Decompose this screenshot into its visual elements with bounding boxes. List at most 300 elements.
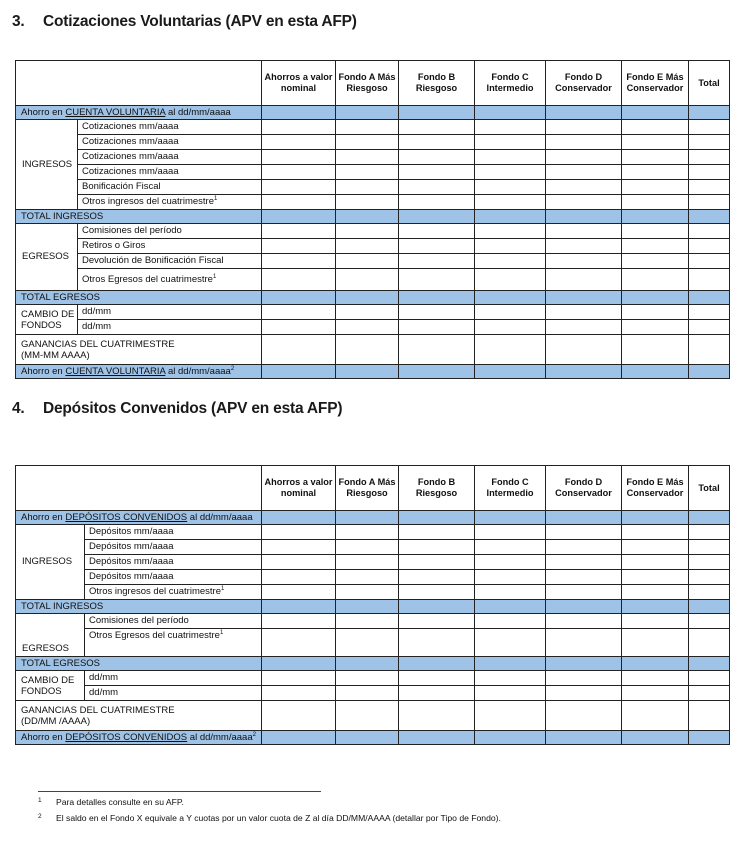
table-row [16, 195, 730, 210]
value-cell [546, 657, 622, 671]
total-egresos-row [16, 291, 730, 305]
value-cell [689, 701, 730, 731]
value-cell [475, 671, 546, 686]
value-cell [336, 511, 399, 525]
egreso-item: Retiros o Giros [78, 239, 262, 254]
value-cell [689, 570, 730, 585]
value-cell [689, 540, 730, 555]
value-cell [546, 540, 622, 555]
value-cell [475, 305, 546, 320]
col-fondo-b: Fondo B Riesgoso [399, 466, 475, 511]
value-cell [336, 106, 399, 120]
table-row [16, 305, 730, 320]
value-cell [622, 305, 689, 320]
value-cell [622, 671, 689, 686]
value-cell [262, 671, 336, 686]
cambio-fondos-label: CAMBIO DE FONDOS [16, 305, 78, 335]
value-cell [336, 254, 399, 269]
value-cell [689, 135, 730, 150]
cambio-item: dd/mm [78, 305, 262, 320]
ganancias-row [16, 701, 730, 731]
header-blank [16, 61, 262, 106]
value-cell [689, 585, 730, 600]
value-cell [475, 106, 546, 120]
value-cell [399, 600, 475, 614]
value-cell [622, 629, 689, 657]
value-cell [336, 600, 399, 614]
value-cell [622, 135, 689, 150]
col-total: Total [689, 61, 730, 106]
total-egresos-label: TOTAL EGRESOS [16, 291, 262, 305]
value-cell [546, 320, 622, 335]
ingreso-item: Cotizaciones mm/aaaa [78, 150, 262, 165]
col-fondo-a: Fondo A Más Riesgoso [336, 466, 399, 511]
value-cell [399, 525, 475, 540]
value-cell [546, 555, 622, 570]
table-row [16, 629, 730, 657]
value-cell [475, 540, 546, 555]
col-fondo-e: Fondo E Más Conservador [622, 61, 689, 106]
value-cell [546, 224, 622, 239]
value-cell [262, 269, 336, 291]
value-cell [262, 600, 336, 614]
value-cell [622, 701, 689, 731]
value-cell [475, 120, 546, 135]
value-cell [399, 686, 475, 701]
section-3-table [15, 60, 729, 379]
value-cell [399, 180, 475, 195]
value-cell [689, 335, 730, 365]
value-cell [399, 239, 475, 254]
value-cell [689, 269, 730, 291]
value-cell [399, 150, 475, 165]
value-cell [336, 555, 399, 570]
value-cell [546, 511, 622, 525]
table-row [16, 686, 730, 701]
value-cell [262, 511, 336, 525]
value-cell [262, 585, 336, 600]
ingreso-item-otros: Otros ingresos del cuatrimestre$^1$ [85, 585, 262, 600]
value-cell [475, 365, 546, 379]
value-cell [689, 629, 730, 657]
value-cell [475, 555, 546, 570]
value-cell [475, 525, 546, 540]
value-cell [546, 254, 622, 269]
value-cell [399, 731, 475, 745]
value-cell [262, 120, 336, 135]
table-row [16, 254, 730, 269]
egresos-label: EGRESOS [16, 614, 85, 657]
value-cell [262, 195, 336, 210]
value-cell [622, 210, 689, 224]
value-cell [622, 525, 689, 540]
col-total: Total [689, 466, 730, 511]
table-row [16, 540, 730, 555]
value-cell [262, 555, 336, 570]
value-cell [622, 600, 689, 614]
value-cell [546, 210, 622, 224]
col-fondo-c: Fondo C Intermedio [475, 61, 546, 106]
value-cell [475, 614, 546, 629]
value-cell [399, 195, 475, 210]
value-cell [262, 291, 336, 305]
value-cell [336, 525, 399, 540]
col-ahorros-nominal: Ahorros a valor nominal [262, 466, 336, 511]
ingreso-item: Depósitos mm/aaaa [85, 570, 262, 585]
value-cell [622, 269, 689, 291]
value-cell [475, 210, 546, 224]
value-cell [546, 570, 622, 585]
closing-balance-row [16, 731, 730, 745]
value-cell [399, 106, 475, 120]
total-ingresos-row [16, 600, 730, 614]
value-cell [399, 555, 475, 570]
value-cell [262, 320, 336, 335]
value-cell [689, 525, 730, 540]
cambio-item: dd/mm [85, 671, 262, 686]
value-cell [399, 120, 475, 135]
value-cell [546, 120, 622, 135]
value-cell [336, 269, 399, 291]
header-row [16, 61, 730, 106]
value-cell [622, 657, 689, 671]
cambio-item: dd/mm [78, 320, 262, 335]
table-row [16, 224, 730, 239]
section-3-title: 3. Cotizaciones Voluntarias (APV en esta AFP) [12, 13, 357, 30]
value-cell [336, 657, 399, 671]
col-fondo-b: Fondo B Riesgoso [399, 61, 475, 106]
value-cell [336, 614, 399, 629]
footnote-1: 1 Para detalles consulte en su AFP. [38, 797, 184, 807]
value-cell [546, 269, 622, 291]
ingreso-item-otros: Otros ingresos del cuatrimestre$^1$ [78, 195, 262, 210]
value-cell [622, 731, 689, 745]
ingreso-item: Cotizaciones mm/aaaa [78, 135, 262, 150]
value-cell [336, 224, 399, 239]
value-cell [622, 614, 689, 629]
value-cell [475, 511, 546, 525]
value-cell [622, 686, 689, 701]
value-cell [262, 570, 336, 585]
value-cell [689, 254, 730, 269]
value-cell [399, 365, 475, 379]
value-cell [546, 180, 622, 195]
value-cell [399, 657, 475, 671]
value-cell [399, 135, 475, 150]
value-cell [622, 335, 689, 365]
value-cell [689, 731, 730, 745]
value-cell [546, 150, 622, 165]
opening-balance-label: Ahorro en DEPÓSITOS CONVENIDOS al dd/mm/aaaa [16, 511, 262, 525]
value-cell [399, 254, 475, 269]
value-cell [336, 335, 399, 365]
value-cell [546, 701, 622, 731]
value-cell [336, 120, 399, 135]
value-cell [546, 305, 622, 320]
value-cell [546, 195, 622, 210]
egresos-label: EGRESOS [16, 224, 78, 291]
value-cell [689, 365, 730, 379]
value-cell [622, 365, 689, 379]
footnote-2: 2 El saldo en el Fondo X equivale a Y cuotas por un valor cuota de Z al día DD/MM/AAAA (detallar por Tipo de Fondo). [38, 813, 501, 823]
value-cell [262, 614, 336, 629]
section-3-number: 3. [12, 13, 25, 30]
value-cell [475, 254, 546, 269]
value-cell [689, 555, 730, 570]
value-cell [475, 600, 546, 614]
value-cell [336, 210, 399, 224]
table-row [16, 525, 730, 540]
value-cell [546, 135, 622, 150]
value-cell [689, 511, 730, 525]
value-cell [475, 239, 546, 254]
value-cell [689, 657, 730, 671]
table-row [16, 614, 730, 629]
table-row [16, 555, 730, 570]
total-egresos-label: TOTAL EGRESOS [16, 657, 262, 671]
value-cell [689, 291, 730, 305]
value-cell [475, 320, 546, 335]
value-cell [546, 335, 622, 365]
value-cell [262, 686, 336, 701]
col-fondo-c: Fondo C Intermedio [475, 466, 546, 511]
value-cell [475, 135, 546, 150]
value-cell [622, 106, 689, 120]
value-cell [689, 600, 730, 614]
value-cell [622, 195, 689, 210]
ingreso-item: Cotizaciones mm/aaaa [78, 120, 262, 135]
ingreso-item: Depósitos mm/aaaa [85, 555, 262, 570]
value-cell [689, 614, 730, 629]
value-cell [336, 291, 399, 305]
value-cell [622, 320, 689, 335]
total-ingresos-label: TOTAL INGRESOS [16, 600, 262, 614]
value-cell [336, 540, 399, 555]
closing-balance-label: Ahorro en DEPÓSITOS CONVENIDOS al dd/mm/aaaa$^2$ [16, 731, 262, 745]
value-cell [622, 511, 689, 525]
value-cell [336, 731, 399, 745]
table-row [16, 269, 730, 291]
value-cell [546, 600, 622, 614]
value-cell [622, 165, 689, 180]
value-cell [689, 106, 730, 120]
value-cell [689, 239, 730, 254]
value-cell [622, 291, 689, 305]
value-cell [399, 629, 475, 657]
closing-balance-label: Ahorro en CUENTA VOLUNTARIA al dd/mm/aaaa$^2$ [16, 365, 262, 379]
value-cell [399, 511, 475, 525]
value-cell [475, 224, 546, 239]
value-cell [475, 180, 546, 195]
header-row [16, 466, 730, 511]
egreso-item-otros: Otros Egresos del cuatrimestre$^1$ [85, 629, 262, 657]
value-cell [689, 120, 730, 135]
value-cell [622, 540, 689, 555]
value-cell [336, 305, 399, 320]
value-cell [689, 210, 730, 224]
value-cell [336, 320, 399, 335]
value-cell [336, 671, 399, 686]
value-cell [622, 180, 689, 195]
value-cell [689, 305, 730, 320]
value-cell [262, 135, 336, 150]
value-cell [399, 671, 475, 686]
cambio-fondos-label: CAMBIO DE FONDOS [16, 671, 85, 701]
value-cell [336, 585, 399, 600]
value-cell [622, 224, 689, 239]
value-cell [689, 150, 730, 165]
value-cell [475, 570, 546, 585]
value-cell [399, 701, 475, 731]
table-row [16, 671, 730, 686]
value-cell [689, 671, 730, 686]
egreso-item-otros: Otros Egresos del cuatrimestre$^1$ [78, 269, 262, 291]
value-cell [546, 686, 622, 701]
value-cell [399, 224, 475, 239]
value-cell [689, 165, 730, 180]
value-cell [399, 585, 475, 600]
value-cell [336, 180, 399, 195]
ingresos-label: INGRESOS [16, 525, 85, 600]
section-4-table [15, 465, 729, 745]
value-cell [399, 305, 475, 320]
egreso-item: Comisiones del período [85, 614, 262, 629]
egreso-item: Comisiones del período [78, 224, 262, 239]
value-cell [546, 525, 622, 540]
value-cell [336, 239, 399, 254]
value-cell [475, 195, 546, 210]
col-fondo-a: Fondo A Más Riesgoso [336, 61, 399, 106]
value-cell [399, 269, 475, 291]
value-cell [262, 150, 336, 165]
total-ingresos-row [16, 210, 730, 224]
value-cell [475, 585, 546, 600]
value-cell [475, 701, 546, 731]
value-cell [622, 150, 689, 165]
value-cell [262, 305, 336, 320]
value-cell [622, 570, 689, 585]
value-cell [546, 165, 622, 180]
value-cell [475, 686, 546, 701]
value-cell [689, 686, 730, 701]
cambio-item: dd/mm [85, 686, 262, 701]
opening-balance-row [16, 511, 730, 525]
value-cell [262, 657, 336, 671]
value-cell [622, 585, 689, 600]
ingreso-item: Depósitos mm/aaaa [85, 540, 262, 555]
value-cell [262, 701, 336, 731]
table-row [16, 239, 730, 254]
value-cell [399, 291, 475, 305]
value-cell [336, 686, 399, 701]
table-row [16, 135, 730, 150]
value-cell [546, 365, 622, 379]
value-cell [475, 731, 546, 745]
value-cell [475, 150, 546, 165]
section-4-title: 4. Depósitos Convenidos (APV en esta AFP) [12, 400, 343, 417]
value-cell [262, 731, 336, 745]
value-cell [622, 239, 689, 254]
value-cell [262, 254, 336, 269]
value-cell [475, 629, 546, 657]
value-cell [262, 335, 336, 365]
value-cell [546, 585, 622, 600]
egreso-item: Devolución de Bonificación Fiscal [78, 254, 262, 269]
value-cell [546, 291, 622, 305]
col-fondo-e: Fondo E Más Conservador [622, 466, 689, 511]
value-cell [336, 570, 399, 585]
table-row [16, 120, 730, 135]
table-row [16, 180, 730, 195]
value-cell [399, 540, 475, 555]
value-cell [689, 180, 730, 195]
value-cell [399, 210, 475, 224]
table-row [16, 320, 730, 335]
value-cell [475, 335, 546, 365]
value-cell [475, 165, 546, 180]
value-cell [262, 106, 336, 120]
value-cell [336, 629, 399, 657]
value-cell [689, 224, 730, 239]
value-cell [546, 614, 622, 629]
table-row [16, 150, 730, 165]
ganancias-row [16, 335, 730, 365]
section-4-number: 4. [12, 400, 25, 417]
col-fondo-d: Fondo D Conservador [546, 61, 622, 106]
value-cell [546, 106, 622, 120]
value-cell [546, 731, 622, 745]
value-cell [399, 335, 475, 365]
value-cell [336, 135, 399, 150]
col-ahorros-nominal: Ahorros a valor nominal [262, 61, 336, 106]
table-row [16, 585, 730, 600]
value-cell [399, 614, 475, 629]
value-cell [622, 120, 689, 135]
value-cell [689, 320, 730, 335]
value-cell [262, 540, 336, 555]
value-cell [336, 701, 399, 731]
value-cell [336, 150, 399, 165]
value-cell [622, 555, 689, 570]
opening-balance-row [16, 106, 730, 120]
value-cell [336, 365, 399, 379]
col-fondo-d: Fondo D Conservador [546, 466, 622, 511]
value-cell [475, 269, 546, 291]
table-row [16, 165, 730, 180]
closing-balance-row [16, 365, 730, 379]
value-cell [262, 365, 336, 379]
value-cell [475, 657, 546, 671]
value-cell [262, 525, 336, 540]
value-cell [546, 239, 622, 254]
value-cell [399, 165, 475, 180]
value-cell [262, 629, 336, 657]
table-row [16, 570, 730, 585]
ganancias-label: GANANCIAS DEL CUATRIMESTRE (MM-MM AAAA) [16, 335, 262, 365]
value-cell [262, 180, 336, 195]
ingreso-item: Depósitos mm/aaaa [85, 525, 262, 540]
header-blank [16, 466, 262, 511]
opening-balance-label: Ahorro en CUENTA VOLUNTARIA al dd/mm/aaaa [16, 106, 262, 120]
value-cell [262, 165, 336, 180]
total-egresos-row [16, 657, 730, 671]
total-ingresos-label: TOTAL INGRESOS [16, 210, 262, 224]
value-cell [546, 671, 622, 686]
value-cell [262, 239, 336, 254]
value-cell [689, 195, 730, 210]
value-cell [262, 210, 336, 224]
value-cell [399, 570, 475, 585]
